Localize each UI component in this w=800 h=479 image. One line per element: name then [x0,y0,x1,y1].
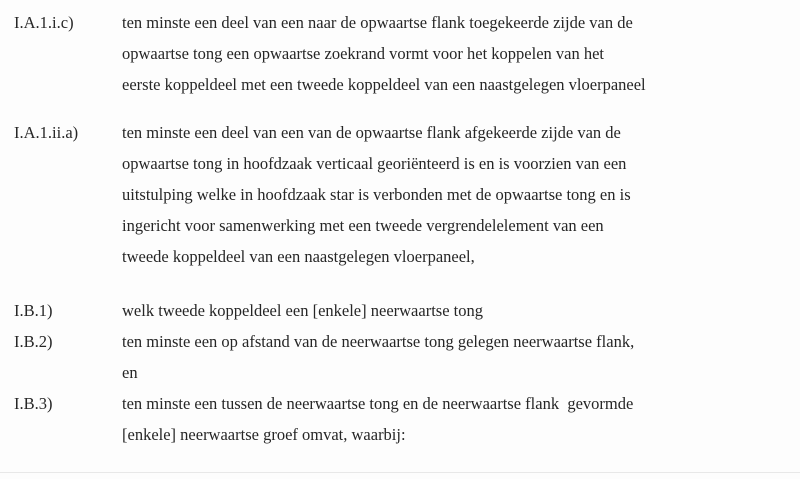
clause-text-line: ten minste een deel van een naar de opwaartse flank toegekeerde zijde van de [122,13,633,32]
clause-label: I.B.2) [14,332,53,351]
clause-text-line: [enkele] neerwaartse groef omvat, waarbij: [122,425,406,444]
clause-section-ia1ic [14,7,800,100]
clause-text-line: opwaartse tong in hoofdzaak verticaal georiënteerd is en is voorzien van een [122,154,627,173]
clause-text-line: ten minste een op afstand van de neerwaartse tong gelegen neerwaartse flank, [122,332,635,351]
bottom-divider [0,472,800,473]
clause-text-line: en [122,363,138,382]
clause-body [122,7,800,100]
clause-body [122,388,800,450]
clause-text-line: ten minste een tussen de neerwaartse tong en de neerwaartse flank gevormde [122,394,634,413]
clause-label: I.A.1.ii.a) [14,123,79,142]
clause-label: I.A.1.i.c) [14,13,74,32]
clause-body [122,295,800,326]
clause-text-line: ten minste een deel van een van de opwaartse flank afgekeerde zijde van de [122,123,621,142]
clause-section-ib1 [14,295,800,326]
clause-text-line: tweede koppeldeel van een naastgelegen vloerpaneel, [122,247,475,266]
clause-text-line: ingericht voor samenwerking met een tweede vergrendelelement van een [122,216,604,235]
clause-section-ib2 [14,326,800,388]
clause-body [122,117,800,272]
clause-text-line: uitstulping welke in hoofdzaak star is verbonden met de opwaartse tong en is [122,185,631,204]
clause-label: I.B.1) [14,301,53,320]
clause-text-line: welk tweede koppeldeel een [enkele] neerwaartse tong [122,301,483,320]
clause-section-ib3 [14,388,800,450]
clause-body [122,326,800,388]
clause-section-ia1iia [14,117,800,272]
clause-text-line: opwaartse tong een opwaartse zoekrand vormt voor het koppelen van het [122,44,604,63]
clause-label: I.B.3) [14,394,53,413]
clause-text-line: eerste koppeldeel met een tweede koppeldeel van een naastgelegen vloerpaneel [122,75,646,94]
